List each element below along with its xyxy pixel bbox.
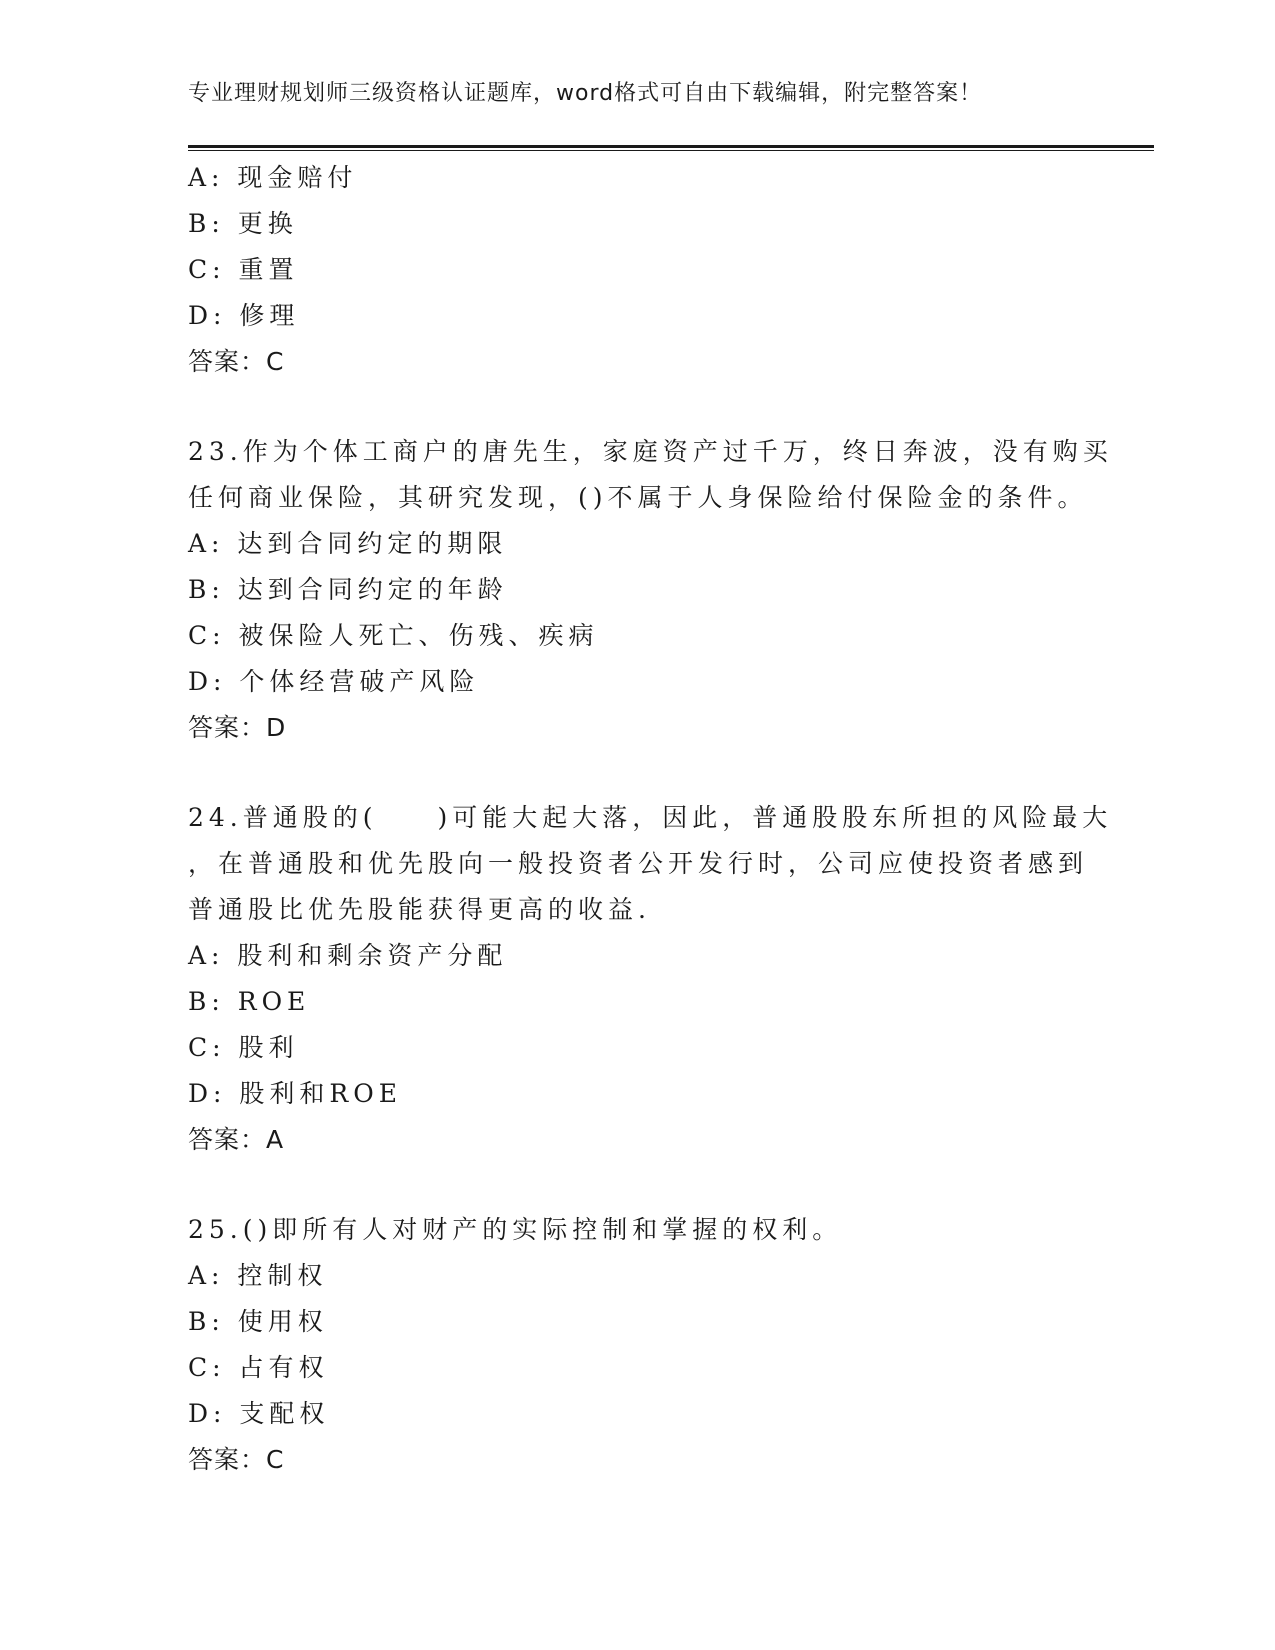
answer-line: 答案：A <box>188 1125 285 1154</box>
answer-line: 答案：D <box>188 713 287 742</box>
option-a: A: 控制权 <box>188 1261 328 1290</box>
question-23 <box>188 429 1113 751</box>
option-b: B: 更换 <box>188 209 298 238</box>
option-c: C: 被保险人死亡、伤残、疾病 <box>188 621 599 650</box>
option-c: C: 占有权 <box>188 1353 329 1382</box>
option-a: A: 股利和剩余资产分配 <box>188 941 508 970</box>
question-stem: 普通股比优先股能获得更高的收益. <box>188 895 651 924</box>
option-b: B: ROE <box>188 987 311 1016</box>
option-d: D: 个体经营破产风险 <box>188 667 480 696</box>
spacer <box>188 385 1088 429</box>
question-stem: 25.()即所有人对财产的实际控制和掌握的权利。 <box>188 1215 843 1244</box>
document-body <box>188 155 1113 1483</box>
option-c: C: 重置 <box>188 255 299 284</box>
option-b: B: 使用权 <box>188 1307 328 1336</box>
option-c: C: 股利 <box>188 1033 299 1062</box>
question-stem: ，在普通股和优先股向一般投资者公开发行时，公司应使投资者感到 <box>188 849 1089 878</box>
option-a: A: 达到合同约定的期限 <box>188 529 508 558</box>
option-a: A: 现金赔付 <box>188 163 358 192</box>
option-b: B: 达到合同约定的年龄 <box>188 575 508 604</box>
question-stem: 任何商业保险，其研究发现，()不属于人身保险给付保险金的条件。 <box>188 483 1088 512</box>
question-22-continuation <box>188 155 1088 385</box>
header-divider <box>188 145 1154 151</box>
question-stem: 24.普通股的( )可能大起大落，因此，普通股股东所担的风险最大 <box>188 803 1113 832</box>
option-d: D: 修理 <box>188 301 300 330</box>
option-d: D: 股利和ROE <box>188 1079 402 1108</box>
answer-line: 答案：C <box>188 347 285 376</box>
spacer <box>188 1163 1088 1207</box>
question-25 <box>188 1207 1088 1483</box>
question-stem: 23.作为个体工商户的唐先生，家庭资产过千万，终日奔波，没有购买 <box>188 437 1113 466</box>
question-24 <box>188 795 1113 1163</box>
page-header: 专业理财规划师三级资格认证题库，word格式可自由下载编辑，附完整答案！ <box>188 81 983 106</box>
spacer <box>188 751 1088 795</box>
answer-line: 答案：C <box>188 1445 285 1474</box>
option-d: D: 支配权 <box>188 1399 330 1428</box>
